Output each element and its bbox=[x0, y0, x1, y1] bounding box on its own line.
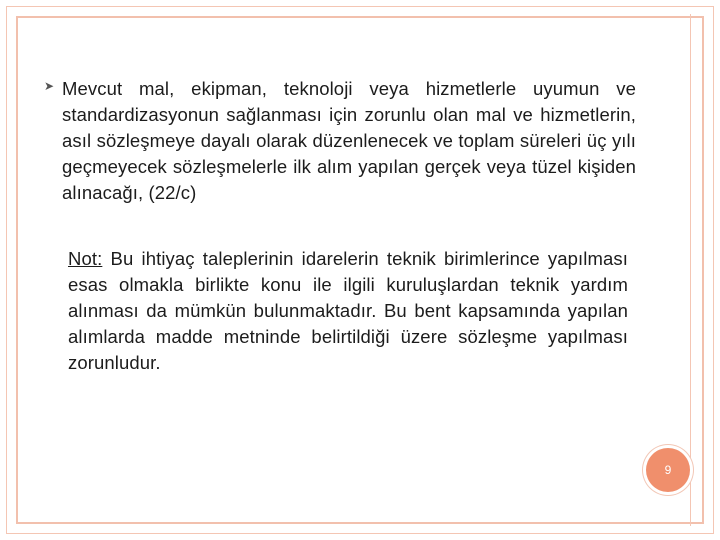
note-paragraph bbox=[68, 246, 628, 376]
slide-right-rule bbox=[690, 14, 691, 526]
page-number: 9 bbox=[664, 463, 672, 477]
note-text: Bu ihtiyaç taleplerinin idarelerin teknik birimlerince yapılması esas olmakla birlikte konu ile ilgili kuruluşlardan teknik yardım alınması da mümkün bulunmaktadır. Bu bent kapsamında yapılan alımlarda madde metninde belirtildiği üzere sözleşme yapılması zorunludur. bbox=[68, 248, 628, 373]
note-label: Not: bbox=[68, 248, 103, 269]
page-number-badge bbox=[646, 448, 690, 492]
note-block bbox=[62, 246, 628, 376]
bullet-text: Mevcut mal, ekipman, teknoloji veya hizmetlerle uyumun ve standardizasyonun sağlanması için zorunlu olan mal ve hizmetlerin, asıl sözleşmeye dayalı olarak düzenlenecek ve toplam süreleri üç yılı geçmeyecek sözleşmelerle ilk alım yapılan gerçek veya tüzel kişiden alınacağı, (22/c) bbox=[62, 78, 636, 203]
bullet-item bbox=[44, 76, 636, 206]
arrow-bullet-icon: ➤ bbox=[44, 79, 55, 93]
